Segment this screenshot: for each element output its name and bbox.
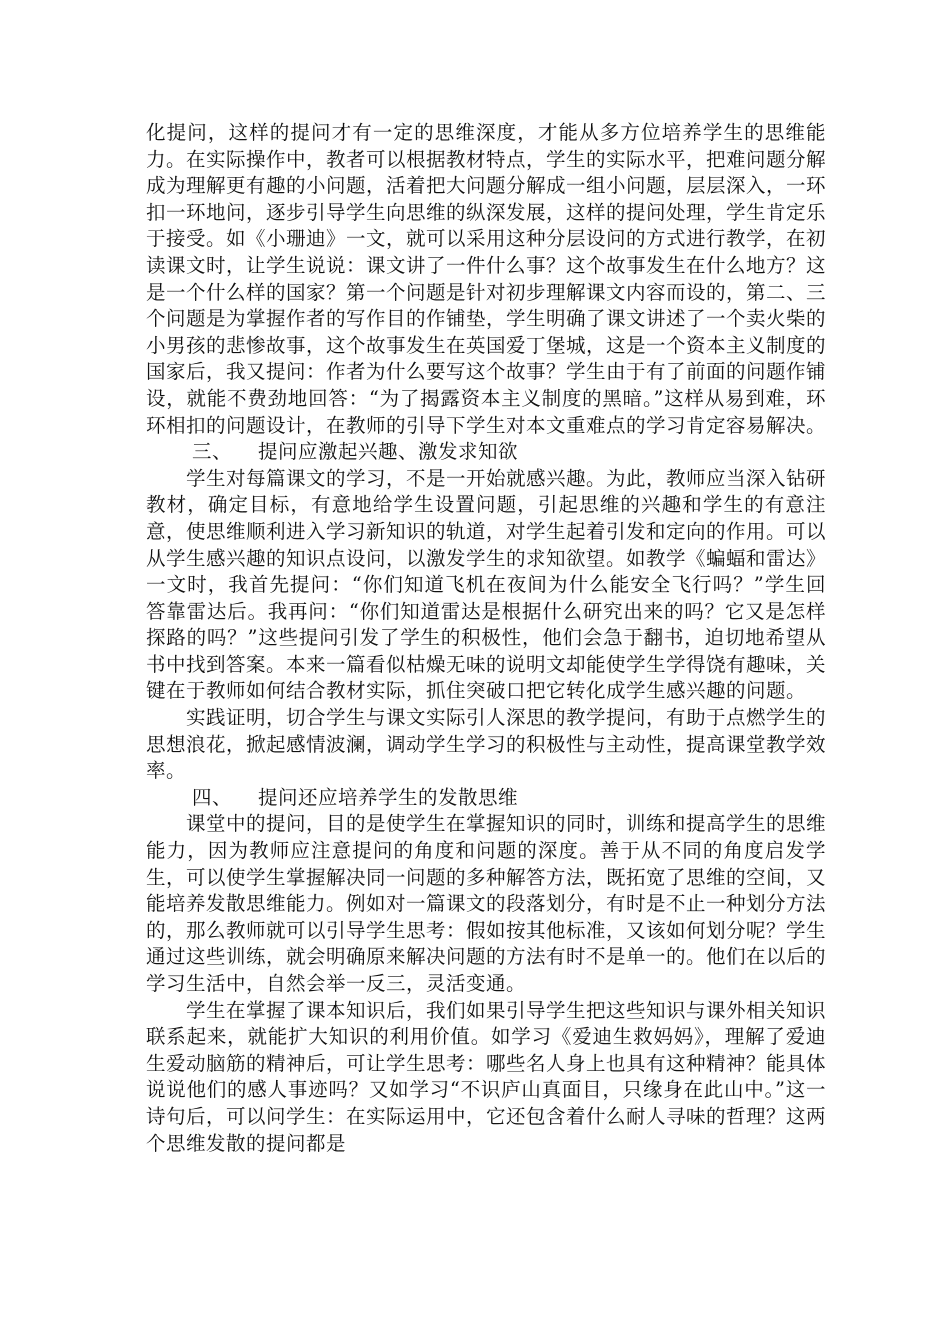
- section-number: 三、: [192, 440, 233, 464]
- section-heading-3: [146, 439, 826, 466]
- body-paragraph: 课堂中的提问，目的是使学生在掌握知识的同时，训练和提高学生的思维能力，因为教师应注意提问的角度和问题的深度。善于从不同的角度启发学生，可以使学生掌握解决同一问题的多种解答方法，既拓宽了思维的空间，又能培养发散思维能力。例如对一篇课文的段落划分，有时是不止一种划分方法的，那么教师就可以引导学生思考：假如按其他标准，又该如何划分呢？学生通过这些训练，就会明确原来解决问题的方法有时不是单一的。他们在以后的学习生活中，自然会举一反三，灵活变通。: [146, 812, 827, 995]
- section-title: 提问应激起兴趣、激发求知欲: [258, 440, 519, 464]
- body-paragraph: 化提问，这样的提问才有一定的思维深度，才能从多方位培养学生的思维能力。在实际操作中，教者可以根据教材特点，学生的实际水平，把难问题分解成为理解更有趣的小问题，活着把大问题分解成一组小问题，层层深入，一环扣一环地问，逐步引导学生向思维的纵深发展，这样的提问处理，学生肯定乐于接受。如《小珊迪》一文，就可以采用这种分层设问的方式进行教学，在初读课文时，让学生说说：课文讲了一件什么事？这个故事发生在什么地方？这是一个什么样的国家？第一个问题是针对初步理解课文内容而设的，第二、三个问题是为掌握作者的写作目的作铺垫，学生明确了课文讲述了一个卖火柴的小男孩的悲惨故事，这个故事发生在英国爱丁堡城，这是一个资本主义制度的国家后，我又提问：作者为什么要写这个故事？学生由于有了前面的问题作铺设，就能不费劲地回答：“为了揭露资本主义制度的黑暗。”这样从易到难，环环相扣的问题设计，在教师的引导下学生对本文重难点的学习肯定容易解决。: [146, 121, 827, 437]
- body-paragraph: 学生在掌握了课本知识后，我们如果引导学生把这些知识与课外相关知识联系起来，就能扩大知识的利用价值。如学习《爱迪生救妈妈》，理解了爱迪生爱动脑筋的精神后，可让学生思考：哪些名人身上也具有这种精神？能具体说说他们的感人事迹吗？又如学习“不识庐山真面目，只缘身在此山中。”这一诗句后，可以问学生：在实际运用中，它还包含着什么耐人寻味的哲理？这两个思维发散的提问都是: [146, 998, 827, 1155]
- section-title: 提问还应培养学生的发散思维: [258, 785, 519, 809]
- body-paragraph: 学生对每篇课文的学习，不是一开始就感兴趣。为此，教师应当深入钻研教材，确定目标，有意地给学生设置问题，引起思维的兴趣和学生的有意注意，使思维顺利进入学习新知识的轨道，对学生起着引发和定向的作用。可以从学生感兴趣的知识点设问，以激发学生的求知欲望。如教学《蝙蝠和雷达》一文时，我首先提问：“你们知道飞机在夜间为什么能安全飞行吗？”学生回答靠雷达后。我再问：“你们知道雷达是根据什么研究出来的吗？它又是怎样探路的吗？”这些提问引发了学生的积极性，他们会急于翻书，迫切地希望从书中找到答案。本来一篇看似枯燥无味的说明文却能使学生学得饶有趣味，关键在于教师如何结合教材实际，抓住突破口把它转化成学生感兴趣的问题。: [146, 466, 827, 703]
- section-number: 四、: [192, 785, 233, 809]
- document-page: [146, 120, 826, 1157]
- body-paragraph: 实践证明，切合学生与课文实际引人深思的教学提问，有助于点燃学生的思想浪花，掀起感情波澜，调动学生学习的积极性与主动性，提高课堂教学效率。: [146, 706, 827, 783]
- section-heading-4: [146, 785, 826, 812]
